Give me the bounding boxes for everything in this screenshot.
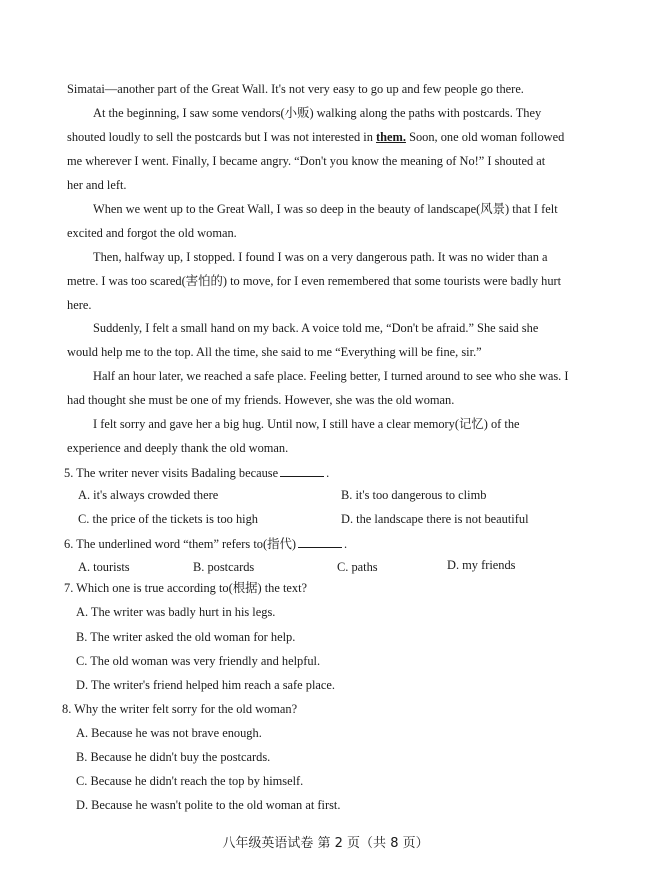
passage-line: When we went up to the Great Wall, I was so deep in the beauty of landscape(风景) that I felt bbox=[93, 202, 558, 216]
passage-line: Then, halfway up, I stopped. I found I was on a very dangerous path. It was no wider than a bbox=[93, 250, 548, 264]
question-6-option-c[interactable]: C. paths bbox=[337, 560, 378, 574]
underlined-word-them: them. bbox=[376, 130, 406, 144]
question-6-stem: 6. The underlined word “them” refers to(指代) . bbox=[64, 537, 348, 551]
passage-line: Half an hour later, we reached a safe place. Feeling better, I turned around to see who she was. I bbox=[93, 369, 569, 383]
question-8-option-d[interactable]: D. Because he wasn't polite to the old woman at first. bbox=[76, 798, 341, 812]
question-5-option-a[interactable]: A. it's always crowded there bbox=[78, 488, 219, 502]
question-7-option-a[interactable]: A. The writer was badly hurt in his legs. bbox=[76, 605, 276, 619]
passage-line: I felt sorry and gave her a big hug. Until now, I still have a clear memory(记忆) of the bbox=[93, 417, 520, 431]
question-5-option-c[interactable]: C. the price of the tickets is too high bbox=[78, 512, 258, 526]
question-8-option-b[interactable]: B. Because he didn't buy the postcards. bbox=[76, 750, 271, 764]
answer-blank[interactable] bbox=[280, 465, 324, 477]
passage-line: excited and forgot the old woman. bbox=[67, 226, 237, 240]
question-5-stem: 5. The writer never visits Badaling because . bbox=[64, 466, 330, 480]
question-7-option-c[interactable]: C. The old woman was very friendly and helpful. bbox=[76, 654, 321, 668]
question-6-option-b[interactable]: B. postcards bbox=[193, 560, 255, 574]
passage-text: shouted loudly to sell the postcards but I was not interested in bbox=[67, 130, 377, 144]
question-8-option-c[interactable]: C. Because he didn't reach the top by himself. bbox=[76, 774, 304, 788]
passage-line: here. bbox=[67, 298, 92, 312]
question-8-stem: 8. Why the writer felt sorry for the old woman? bbox=[62, 702, 298, 716]
question-5-option-d[interactable]: D. the landscape there is not beautiful bbox=[341, 512, 529, 526]
passage-line: would help me to the top. All the time, she said to me “Everything will be fine, sir.” bbox=[67, 345, 482, 359]
question-7-option-d[interactable]: D. The writer's friend helped him reach a safe place. bbox=[76, 678, 335, 692]
passage-line: Simatai—another part of the Great Wall. It's not very easy to go up and few people go there. bbox=[67, 82, 524, 96]
question-6-option-a[interactable]: A. tourists bbox=[78, 560, 130, 574]
passage-text: Soon, one old woman followed bbox=[405, 130, 565, 144]
passage-line: At the beginning, I saw some vendors(小贩) walking along the paths with postcards. They bbox=[93, 106, 542, 120]
page-footer: 八年级英语试卷 第 2 页（共 8 页） bbox=[222, 836, 429, 851]
passage-line: had thought she must be one of my friends. However, she was the old woman. bbox=[67, 393, 455, 407]
passage-line: metre. I was too scared(害怕的) to move, for I even remembered that some tourists were badly hurt bbox=[67, 274, 562, 288]
question-7-stem: 7. Which one is true according to(根据) the text? bbox=[64, 581, 308, 595]
answer-blank[interactable] bbox=[298, 536, 342, 548]
passage-line bbox=[67, 130, 564, 144]
passage-line: experience and deeply thank the old woman. bbox=[67, 441, 289, 455]
passage-line: her and left. bbox=[67, 178, 127, 192]
question-6-option-d[interactable]: D. my friends bbox=[447, 558, 516, 572]
passage-line: Suddenly, I felt a small hand on my back. A voice told me, “Don't be afraid.” She said she bbox=[93, 321, 539, 335]
passage-line: me wherever I went. Finally, I became angry. “Don't you know the meaning of No!” I shouted at bbox=[67, 154, 546, 168]
question-5-option-b[interactable]: B. it's too dangerous to climb bbox=[341, 488, 487, 502]
question-7-option-b[interactable]: B. The writer asked the old woman for help. bbox=[76, 630, 296, 644]
question-8-option-a[interactable]: A. Because he was not brave enough. bbox=[76, 726, 262, 740]
